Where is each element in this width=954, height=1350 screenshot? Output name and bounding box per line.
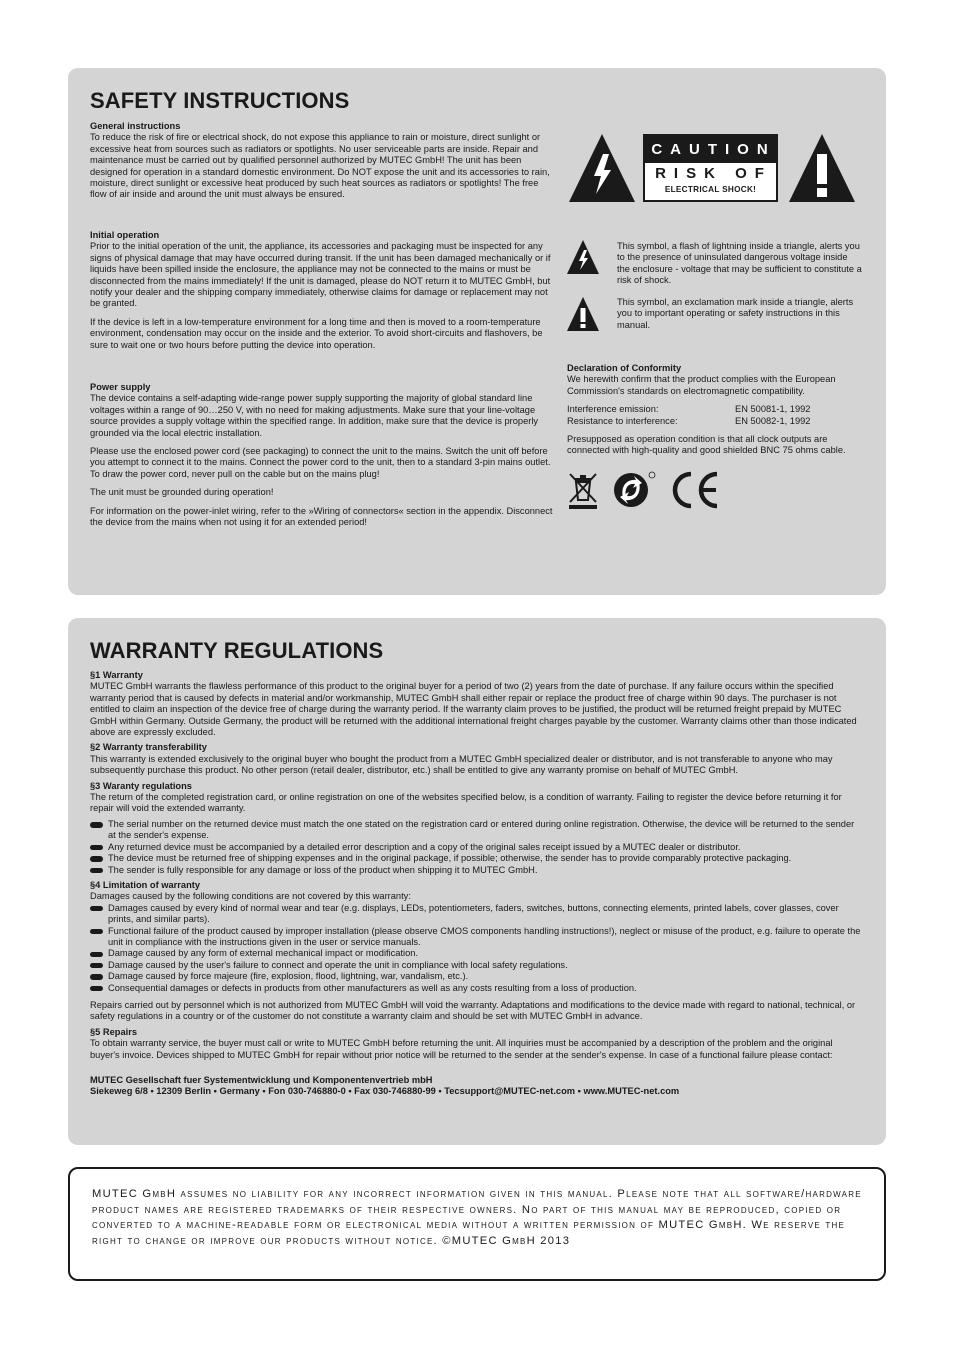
general-heading: General instructions [90, 121, 181, 131]
list-item: Damage caused by force majeure (fire, explosion, flood, lightning, war, vandalism, etc.). [90, 971, 864, 982]
power-text-2: Please use the enclosed power cord (see packaging) to connect the unit to the mains. Switch the unit off before you attempt to connect it to the mains. Connect the power cord to the unit, then to a standard 3-pin mains outlet. To draw the power cord, never pull on the cable but on the mains plug! [90, 446, 551, 479]
list-item: Damage caused by the user's failure to connect and operate the unit in compliance with local safety regulations. [90, 960, 864, 971]
s2-text: This warranty is extended exclusively to the original buyer who bought the product from a MUTEC GmbH specialized dealer or distributor, and is not transferable to anyone who may subsequently purchase this product. No other person (retail dealer, distributor, etc.) shall be entitled to give any warranty promise on behalf of MUTEC GmbH. [90, 753, 833, 776]
list-item: Consequential damages or defects in products from other manufacturers as well as any costs resulting from a loss of production. [90, 983, 864, 994]
list-item: The device must be returned free of shipping expenses and in the original package, if possible; otherwise, the sender has to provide comparably protective packaging. [90, 853, 864, 864]
disclaimer-text: MUTEC GmbH assumes no liability for any incorrect information given in this manual. Please note that all software/hardware product names are registered trademarks of their respective owners. No part of this manual may be reproduced, copied or converted to a machine-readable form or electronical media without a written permission of MUTEC GmbH. We reserve the right to change or improve our products without notice. ©MUTEC GmbH 2013 [92, 1188, 862, 1247]
weee-bin-icon [567, 470, 599, 510]
s2-heading: §2 Warranty transferability [90, 742, 207, 753]
s5-heading: §5 Repairs [90, 1026, 138, 1037]
general-instructions [90, 121, 554, 208]
caution-sign [643, 134, 778, 202]
resistance-label: Resistance to interference: [567, 415, 678, 426]
power-heading: Power supply [90, 382, 151, 392]
conformity-text: We herewith confirm that the product complies with the European Commission's standards on electromagnetic compatibility. [567, 374, 836, 396]
disclaimer-box [68, 1167, 886, 1281]
caution-label: CAUTION [645, 136, 776, 163]
declaration-of-conformity [567, 363, 865, 464]
list-item: The sender is fully responsible for any damage or loss of the product when shipping it to MUTEC GmbH. [90, 865, 864, 876]
s4-text: Damages caused by the following conditions are not covered by this warranty: [90, 891, 411, 902]
s4-footer: Repairs carried out by personnel which is not authorized from MUTEC GmbH will void the warranty. Adaptations and modifications to the device made with regard to national, technical, or safety regulations in a country or of the customer do not constitute a warranty claim and should be set with MUTEC GmbH in advance. [90, 999, 856, 1022]
risk-label: RISK OF [655, 165, 772, 182]
resistance-value: EN 50082-1, 1992 [735, 415, 811, 426]
safety-title: SAFETY INSTRUCTIONS [90, 88, 350, 113]
safety-panel [68, 68, 886, 595]
s4-heading: §4 Limitation of warranty [90, 879, 201, 890]
power-text-1: The device contains a self-adapting wide-range power supply supporting the majority of global standard line voltages within a range of 90…250 V, with no need for making adjustments. Make sure that your line-voltage source provides a supply voltage within the specified range. In addition, make sure that the device is properly grounded via the local electric installation. [90, 393, 539, 438]
conformity-heading: Declaration of Conformity [567, 363, 682, 373]
warranty-panel [68, 618, 886, 1145]
company-address: Siekeweg 6/8 • 12309 Berlin • Germany • Fon 030-746880-0 • Fax 030-746880-99 • Tecsupport@MUTEC-net.com • www.MUTEC-net.com [90, 1086, 680, 1097]
s3-list [90, 819, 864, 876]
warranty-body [90, 670, 864, 1098]
conformity-note: Presupposed as operation condition is that all clock outputs are connected with high-quality and good shielded BNC 75 ohms cable. [567, 434, 846, 456]
initial-text-1: Prior to the initial operation of the unit, the appliance, its accessories and packaging must be inspected for any signs of physical damage that may have occurred during transit. If the unit has been damaged mechanically or if liquids have been spilled inside the enclosure, the appliance may not be connected to the mains or must be disconnected from the mains immediately! If the unit is damaged, please do NOT return it to MUTEC GmbH, but notify your dealer and the shipping company immediately, otherwise claims for damage or replacement may not be granted. [90, 241, 551, 309]
green-dot-icon [612, 471, 658, 509]
lightning-text: This symbol, a flash of lightning inside a triangle, alerts you to the presence of uninsulated dangerous voltage inside the enclosure - voltage that may be sufficient to constitute a risk of shock. [617, 241, 862, 286]
s3-text: The return of the completed registration card, or online registration on one of the websites specified below, is a condition of warranty. Failing to register the device before returning it for repair will void the extended warranty. [90, 792, 842, 814]
list-item: Damage caused by any form of external mechanical impact or modification. [90, 948, 864, 959]
power-supply [90, 382, 554, 535]
general-text: To reduce the risk of fire or electrical shock, do not expose this appliance to rain or moisture, direct sunlight or excessive heat from sources such as radiators or spotlights. No user serviceable parts are inside. Repair and maintenance must be carried out by qualified personnel authorized by MUTEC GmbH! The unit has been designed for operation in a standard domestic environment. Do NOT expose the unit and its accessories to rain, moisture, direct sunlight or excessive heat produced by such heat sources as radiators or spotlights! The free flow of air inside and around the unit must always be ensured. [90, 132, 550, 200]
s1-text: MUTEC GmbH warrants the flawless performance of this product to the original buyer for a period of two (2) years from the date of purchase. If any failure occurs within the specified warranty period that is caused by defects in material and/or workmanship, MUTEC GmbH shall either repair or replace the product free of charge within 90 days. The purchaser is not entitled to claim an inspection of the device free of charge during the warranty period. If the warranty claim proves to be justified, the product will be returned freight prepaid by MUTEC GmbH within Germany. Outside Germany, the product will be returned with the additional international freight charges payable by the customer. Warranty claims other than those indicated above are expressly excluded. [90, 681, 857, 738]
s3-heading: §3 Waranty regulations [90, 780, 192, 791]
exclamation-text: This symbol, an exclamation mark inside a triangle, alerts you to important operating or safety instructions in this manual. [617, 297, 854, 330]
resistance-row [567, 416, 865, 427]
emission-value: EN 50081-1, 1992 [735, 404, 811, 415]
list-item: Functional failure of the product caused by improper installation (please observe CMOS components handling instructions!), neglect or misuse of the product, e.g. failure to operate the unit in compliance with the instructions given in the user or service manuals. [90, 926, 864, 949]
initial-operation [90, 230, 554, 358]
exclamation-triangle-icon [787, 132, 857, 204]
lightning-small-icon [566, 239, 600, 275]
s1-heading: §1 Warranty [90, 670, 143, 680]
lightning-triangle-icon [567, 132, 637, 204]
power-text-3: The unit must be grounded during operation! [90, 487, 274, 498]
list-item: The serial number on the returned device must match the one stated on the registration card or entered during online registration. Otherwise, the device will be returned to the sender at the sender's expense. [90, 819, 864, 842]
warranty-title: WARRANTY REGULATIONS [90, 638, 384, 663]
ce-mark-icon [669, 471, 721, 509]
list-item: Any returned device must be accompanied by a detailed error description and a copy of the original sales receipt issued by a MUTEC dealer or distributor. [90, 842, 864, 853]
company-name: MUTEC Gesellschaft fuer Systementwicklung und Komponentenvertrieb mbH [90, 1075, 433, 1085]
s5-text: To obtain warranty service, the buyer must call or write to MUTEC GmbH before returning the unit. All inquiries must be accompanied by a description of the problem and the original buyer's invoice. Devices shipped to MUTEC GmbH for repair without prior notice will be returned to the sender at the sender's expense. In case of a functional failure please contact: [90, 1038, 833, 1060]
exclamation-small-icon [566, 296, 600, 332]
initial-text-2: If the device is left in a low-temperature environment for a long time and then is moved to a room-temperature environment, condensation may occur on the inside and the exterior. To avoid short-circuits and flashovers, be sure to wait one or two hours before putting the device into operation. [90, 316, 543, 350]
s4-list [90, 903, 864, 994]
emission-label: Interference emission: [567, 404, 659, 415]
emission-row [567, 404, 865, 415]
shock-label: ELECTRICAL SHOCK! [664, 185, 757, 194]
list-item: Damages caused by every kind of normal wear and tear (e.g. displays, LEDs, potentiometers, faders, switches, buttons, connecting elements, printed labels, cover glasses, cover prints, and similar parts). [90, 903, 864, 926]
initial-heading: Initial operation [90, 230, 160, 240]
power-text-4: For information on the power-inlet wiring, refer to the »Wiring of connectors« section in the appendix. Disconnect the device from the mains when not using it for an extended period! [90, 505, 553, 528]
